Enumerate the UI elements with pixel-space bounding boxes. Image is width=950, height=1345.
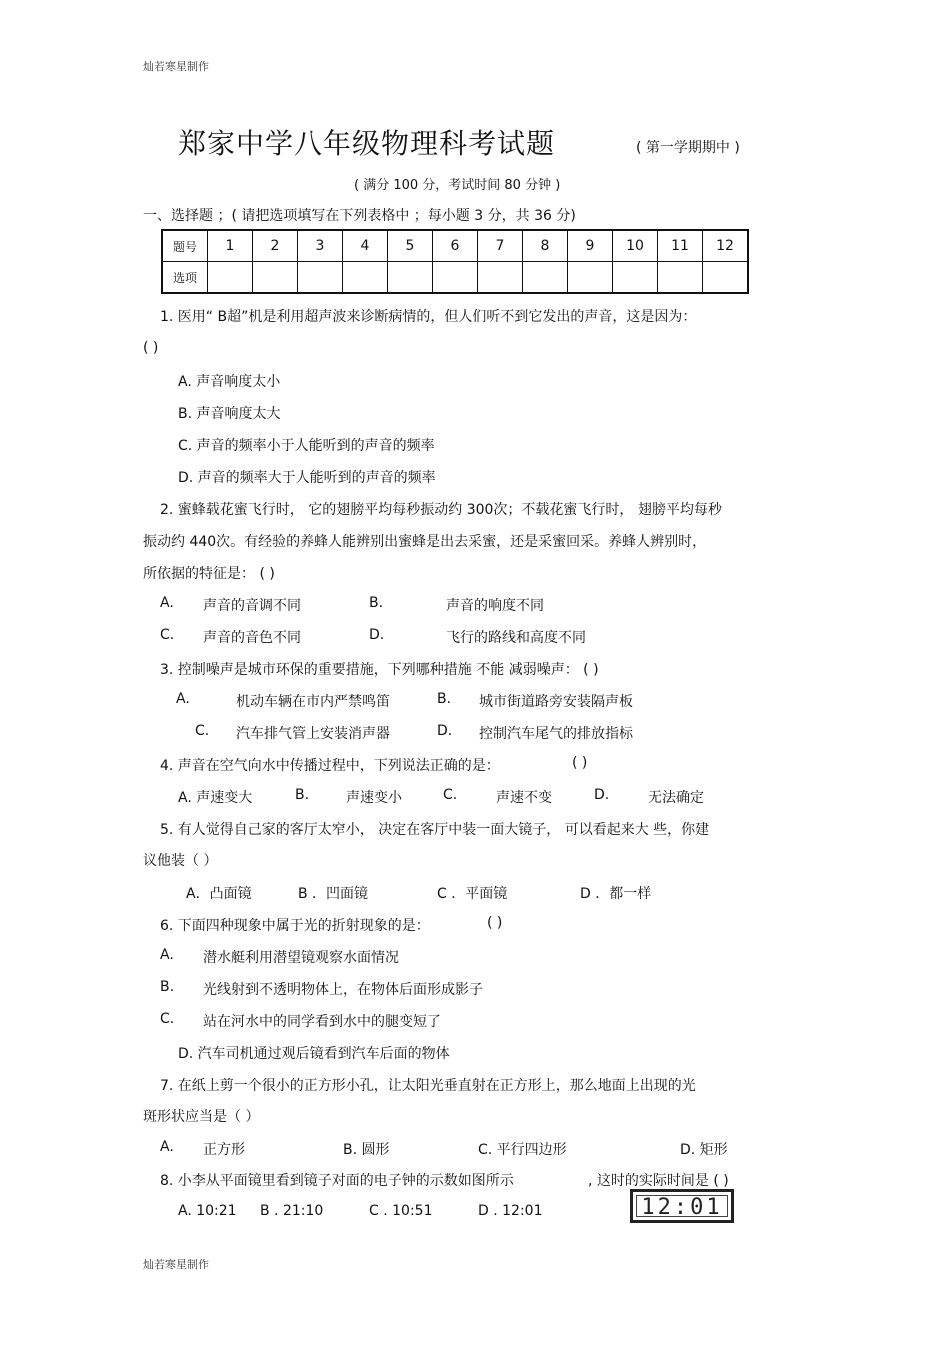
answer-cell[interactable] — [658, 262, 703, 294]
q1-option-c: C. 声音的频率小于人能听到的声音的频率 — [178, 438, 435, 454]
q3-key-b: B. — [437, 691, 452, 707]
q8-stem: 8. 小李从平面镜里看到镜子对面的电子钟的示数如图所示 — [160, 1173, 514, 1189]
table-row-answers — [162, 262, 748, 294]
answer-cell[interactable] — [613, 262, 658, 294]
q2-key-b: B. — [369, 595, 384, 611]
answer-cell[interactable] — [343, 262, 388, 294]
q6-key-b: B. — [160, 979, 175, 995]
q6-option-b: 光线射到不透明物体上，在物体后面形成影子 — [203, 982, 483, 998]
q5-line1: 5. 有人觉得自己家的客厅太窄小， 决定在客厅中装一面大镜子， 可以看起来大 些，你建 — [160, 822, 710, 838]
q2-key-a: A. — [160, 595, 174, 611]
q6-option-a: 潜水艇利用潜望镜观察水面情况 — [203, 950, 399, 966]
q4-key-c: C. — [443, 787, 458, 803]
q1-option-b: B. 声音响度太大 — [178, 406, 281, 422]
q1-option-a: A. 声音响度太小 — [178, 374, 281, 390]
q1-stem: 1. 医用“ B超”机是利用超声波来诊断病情的，但人们听不到它发出的声音，这是因为： — [160, 309, 697, 325]
q3-stem: 3. 控制噪声是城市环保的重要措施，下列哪种措施 不能 减弱噪声： ( ) — [160, 662, 599, 678]
q1-paren: ( ) — [143, 340, 159, 356]
col-number: 4 — [343, 230, 388, 262]
q5-option-a: A．凸面镜 — [186, 886, 252, 902]
q3-option-b: 城市街道路旁安装隔声板 — [479, 694, 633, 710]
q6-stem: 6. 下面四种现象中属于光的折射现象的是： — [160, 918, 430, 934]
answer-cell[interactable] — [568, 262, 613, 294]
clock-readout: 12:01 — [641, 1195, 723, 1220]
q4-key-d: D. — [594, 787, 610, 803]
col-number: 10 — [613, 230, 658, 262]
q4-stem: 4. 声音在空气向水中传播过程中，下列说法正确的是： — [160, 758, 500, 774]
q2-key-c: C. — [160, 627, 175, 643]
answer-cell[interactable] — [388, 262, 433, 294]
q8-stem-tail: , 这时的实际时间是 ( ) — [588, 1173, 729, 1189]
q6-key-c: C. — [160, 1011, 175, 1027]
col-number: 1 — [208, 230, 253, 262]
row-label-answer: 选项 — [162, 262, 208, 294]
q5-option-b: B ．凹面镜 — [298, 886, 369, 902]
col-number: 8 — [523, 230, 568, 262]
q6-option-d: D. 汽车司机通过观后镜看到汽车后面的物体 — [178, 1046, 450, 1062]
q4-key-b: B. — [295, 787, 310, 803]
q3-option-d: 控制汽车尾气的排放指标 — [479, 726, 633, 742]
col-number: 6 — [433, 230, 478, 262]
q6-key-a: A. — [160, 947, 174, 963]
col-number: 9 — [568, 230, 613, 262]
digital-clock-figure — [630, 1189, 734, 1223]
answer-cell[interactable] — [703, 262, 749, 294]
col-number: 2 — [253, 230, 298, 262]
q2-line1: 2. 蜜蜂载花蜜飞行时， 它的翅膀平均每秒振动约 300次；不载花蜜飞行时， 翅膀平均每秒 — [160, 502, 722, 518]
answer-cell[interactable] — [208, 262, 253, 294]
q2-key-d: D. — [369, 627, 385, 643]
answer-cell[interactable] — [253, 262, 298, 294]
q4-option-a: A. 声速变大 — [178, 790, 253, 806]
answer-table — [161, 229, 749, 294]
section-heading: 一、选择题 ；( 请把选项填写在下列表格中 ；每小题 3 分，共 36 分) — [143, 208, 576, 224]
q8-option-b: B . 21:10 — [260, 1203, 324, 1219]
q3-key-d: D. — [437, 723, 453, 739]
q7-key-a: A. — [160, 1139, 174, 1155]
q2-option-a: 声音的音调不同 — [203, 598, 301, 614]
q5-option-d: D ．都一样 — [580, 886, 652, 902]
q8-option-a: A. 10:21 — [178, 1203, 237, 1219]
page-title: 郑家中学八年级物理科考试题 — [178, 127, 556, 160]
q4-option-c: 声速不变 — [496, 790, 552, 806]
q7-option-d: D. 矩形 — [680, 1142, 728, 1158]
q2-option-d: 飞行的路线和高度不同 — [446, 630, 586, 646]
answer-cell[interactable] — [478, 262, 523, 294]
row-label-number: 题号 — [162, 230, 208, 262]
q3-option-c: 汽车排气管上安装消声器 — [236, 726, 390, 742]
q2-option-c: 声音的音色不同 — [203, 630, 301, 646]
q7-option-c: C. 平行四边形 — [478, 1142, 567, 1158]
exam-meta: ( 满分 100 分，考试时间 80 分钟 ) — [354, 178, 561, 193]
footer-maker: 灿若寒星制作 — [143, 1258, 209, 1271]
q7-option-a: 正方形 — [203, 1142, 245, 1158]
table-row-numbers — [162, 230, 748, 262]
col-number: 5 — [388, 230, 433, 262]
q3-option-a: 机动车辆在市内严禁鸣笛 — [236, 694, 390, 710]
q4-paren: ( ) — [572, 755, 588, 771]
q4-option-d: 无法确定 — [648, 790, 704, 806]
q2-line2: 振动约 440次。有经验的养蜂人能辨别出蜜蜂是出去采蜜，还是采蜜回采。养蜂人辨别时， — [143, 534, 707, 550]
q4-option-b: 声速变小 — [346, 790, 402, 806]
term-label: ( 第一学期期中 ) — [636, 140, 740, 156]
answer-cell[interactable] — [523, 262, 568, 294]
q5-line2: 议他装（ ） — [143, 853, 218, 869]
col-number: 7 — [478, 230, 523, 262]
q6-option-c: 站在河水中的同学看到水中的腿变短了 — [203, 1014, 441, 1030]
q8-option-d: D . 12:01 — [478, 1203, 543, 1219]
answer-cell[interactable] — [433, 262, 478, 294]
q3-key-c: C. — [195, 723, 210, 739]
col-number: 11 — [658, 230, 703, 262]
header-maker: 灿若寒星制作 — [143, 60, 209, 73]
q5-option-c: C ．平面镜 — [437, 886, 508, 902]
col-number: 12 — [703, 230, 749, 262]
q7-line2: 斑形状应当是（ ） — [143, 1109, 260, 1125]
col-number: 3 — [298, 230, 343, 262]
q7-option-b: B. 圆形 — [343, 1142, 390, 1158]
q2-option-b: 声音的响度不同 — [446, 598, 544, 614]
q7-line1: 7. 在纸上剪一个很小的正方形小孔，让太阳光垂直射在正方形上，那么地面上出现的光 — [160, 1078, 696, 1094]
answer-cell[interactable] — [298, 262, 343, 294]
q8-option-c: C . 10:51 — [369, 1203, 433, 1219]
clock-digits — [633, 1192, 731, 1220]
q1-option-d: D. 声音的频率大于人能听到的声音的频率 — [178, 470, 436, 486]
q3-key-a: A. — [176, 691, 190, 707]
q6-paren: ( ) — [487, 915, 503, 931]
q2-line3: 所依据的特征是： ( ) — [143, 566, 275, 582]
